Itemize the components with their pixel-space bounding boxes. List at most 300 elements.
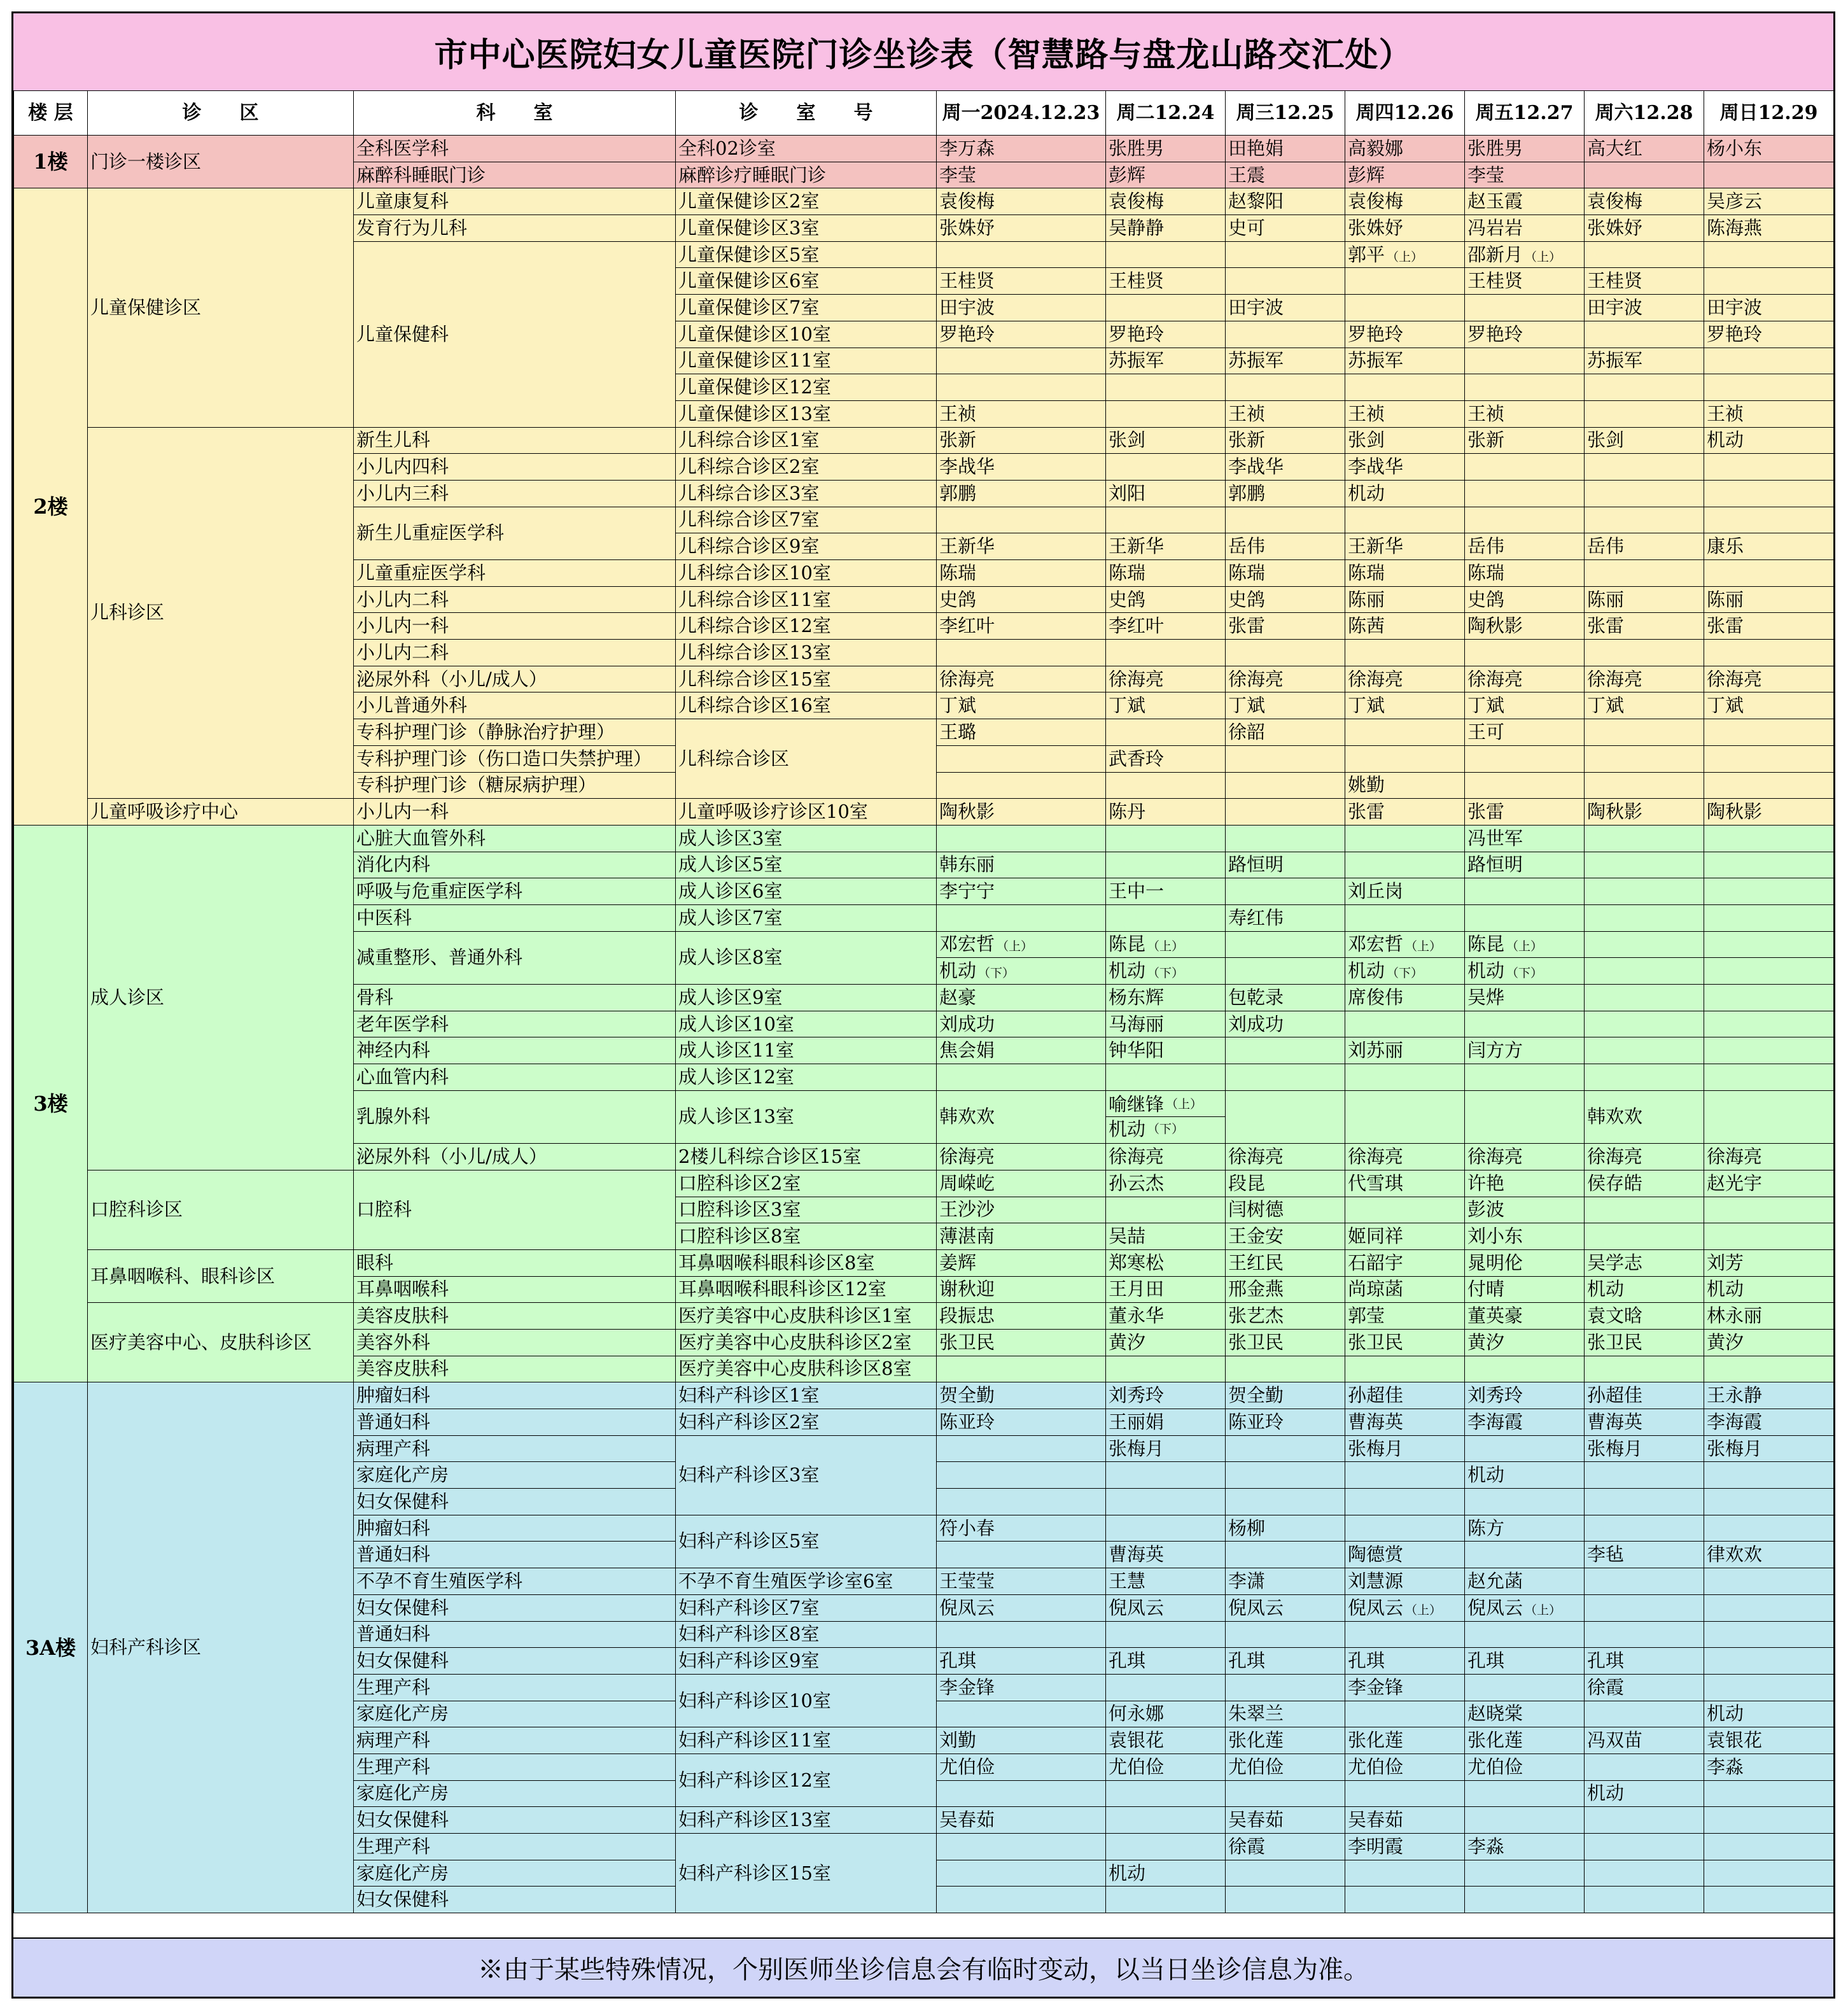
doctor-cell: 张剑	[1585, 427, 1704, 454]
doctor-cell: 张姝妤	[1345, 215, 1465, 242]
doctor-cell	[1106, 507, 1226, 533]
doctor-cell	[1345, 1356, 1465, 1382]
doctor-cell: 李莹	[937, 162, 1106, 188]
session-tag: （上）	[1525, 249, 1562, 264]
doctor-cell: 王金安	[1226, 1223, 1345, 1250]
department-cell: 消化内科	[354, 852, 676, 878]
doctor-cell: 王慧	[1106, 1568, 1226, 1595]
doctor-cell	[1704, 1489, 1834, 1515]
page-title: 市中心医院妇女儿童医院门诊坐诊表（智慧路与盘龙山路交汇处）	[13, 13, 1833, 92]
doctor-cell: 杨小东	[1704, 136, 1834, 162]
room-cell: 医疗美容中心皮肤科诊区1室	[676, 1303, 937, 1330]
room-cell: 成人诊区6室	[676, 878, 937, 905]
doctor-cell	[1704, 1037, 1834, 1064]
doctor-cell: 张雷	[1226, 613, 1345, 640]
doctor-cell	[1226, 1435, 1345, 1462]
doctor-cell: 罗艳玲	[1106, 321, 1226, 348]
doctor-cell: 史鸽	[1226, 586, 1345, 613]
department-cell: 眼科	[354, 1249, 676, 1276]
doctor-cell	[1106, 640, 1226, 666]
department-cell: 全科医学科	[354, 136, 676, 162]
schedule-body	[14, 91, 1834, 1913]
department-cell: 肿瘤妇科	[354, 1515, 676, 1542]
doctor-cell	[1585, 454, 1704, 481]
doctor-cell: 王丽娟	[1106, 1409, 1226, 1436]
column-header: 周六12.28	[1585, 91, 1704, 136]
room-cell: 医疗美容中心皮肤科诊区8室	[676, 1356, 937, 1382]
doctor-cell	[1106, 1780, 1226, 1807]
room-cell: 儿科综合诊区16室	[676, 692, 937, 719]
room-cell: 妇科产科诊区10室	[676, 1674, 937, 1727]
doctor-cell: 吴彦云	[1704, 188, 1834, 215]
doctor-cell: 李毡	[1585, 1542, 1704, 1568]
doctor-name: 倪凤云	[1467, 1596, 1523, 1619]
doctor-cell: 武香玲	[1106, 745, 1226, 772]
doctor-cell: 孙超佳	[1585, 1382, 1704, 1409]
floor-label: 3A楼	[14, 1382, 88, 1913]
doctor-cell	[1704, 1064, 1834, 1091]
department-cell: 妇女保健科	[354, 1807, 676, 1834]
doctor-cell	[1704, 1223, 1834, 1250]
department-cell: 小儿内二科	[354, 586, 676, 613]
doctor-cell	[1345, 852, 1465, 878]
table-row	[14, 1170, 1834, 1197]
table-row	[14, 825, 1834, 852]
doctor-cell: 曹海英	[1106, 1542, 1226, 1568]
doctor-cell	[1585, 640, 1704, 666]
doctor-cell	[1585, 1807, 1704, 1834]
doctor-cell: 田艳娟	[1226, 136, 1345, 162]
room-cell: 妇科产科诊区8室	[676, 1621, 937, 1648]
doctor-cell	[1465, 1542, 1585, 1568]
doctor-cell: 张胜男	[1106, 136, 1226, 162]
doctor-cell: 张化莲	[1345, 1727, 1465, 1754]
doctor-cell: 孔琪	[1226, 1648, 1345, 1675]
doctor-cell	[1465, 1356, 1585, 1382]
doctor-cell: 侯存皓	[1585, 1170, 1704, 1197]
doctor-cell: 张新	[1465, 427, 1585, 454]
doctor-cell	[1226, 1887, 1345, 1913]
doctor-cell: 吴烨	[1465, 985, 1585, 1011]
doctor-cell: 陈方	[1465, 1515, 1585, 1542]
doctor-cell: 陈瑞	[937, 560, 1106, 587]
doctor-cell: 张雷	[1345, 799, 1465, 826]
doctor-cell: 丁斌	[1226, 692, 1345, 719]
doctor-cell: 倪凤云	[1106, 1594, 1226, 1621]
room-cell: 成人诊区11室	[676, 1037, 937, 1064]
zone-label: 儿童呼吸诊疗中心	[88, 799, 354, 826]
doctor-cell: 机动	[1704, 427, 1834, 454]
doctor-cell: 郑寒松	[1106, 1249, 1226, 1276]
doctor-cell	[1704, 1648, 1834, 1675]
doctor-cell: 徐霞	[1585, 1674, 1704, 1701]
doctor-cell: 李宁宁	[937, 878, 1106, 905]
doctor-cell: 王新华	[1106, 533, 1226, 560]
session-tag: （下）	[1147, 966, 1184, 981]
column-header: 周三12.25	[1226, 91, 1345, 136]
doctor-cell: 刘丘岗	[1345, 878, 1465, 905]
doctor-name: 邵新月	[1467, 243, 1523, 265]
department-cell: 妇女保健科	[354, 1648, 676, 1675]
doctor-cell: 张雷	[1704, 613, 1834, 640]
doctor-cell	[1345, 745, 1465, 772]
doctor-cell	[1704, 825, 1834, 852]
doctor-cell: 田宇波	[1226, 295, 1345, 321]
department-cell: 减重整形、普通外科	[354, 931, 676, 984]
doctor-cell	[1106, 295, 1226, 321]
department-cell: 生理产科	[354, 1753, 676, 1780]
column-header: 周一2024.12.23	[937, 91, 1106, 136]
department-cell: 心脏大血管外科	[354, 825, 676, 852]
doctor-cell: 邢金燕	[1226, 1276, 1345, 1303]
doctor-cell	[1704, 719, 1834, 746]
department-cell: 普通妇科	[354, 1542, 676, 1568]
doctor-cell: 张艺杰	[1226, 1303, 1345, 1330]
doctor-cell	[1345, 295, 1465, 321]
doctor-cell	[1106, 1674, 1226, 1701]
doctor-cell	[1106, 1621, 1226, 1648]
doctor-cell	[937, 1887, 1106, 1913]
doctor-cell	[1465, 1064, 1585, 1091]
doctor-cell: 丁斌	[1585, 692, 1704, 719]
doctor-cell	[937, 931, 1106, 958]
doctor-cell	[1226, 507, 1345, 533]
doctor-cell	[1704, 241, 1834, 268]
doctor-cell: 王莹莹	[937, 1568, 1106, 1595]
doctor-cell: 张剑	[1106, 427, 1226, 454]
doctor-cell: 罗艳玲	[1704, 321, 1834, 348]
doctor-cell: 冯世军	[1465, 825, 1585, 852]
room-cell: 儿童保健诊区10室	[676, 321, 937, 348]
doctor-cell: 姜辉	[937, 1249, 1106, 1276]
doctor-cell	[1585, 745, 1704, 772]
doctor-cell: 张梅月	[1106, 1435, 1226, 1462]
doctor-cell	[1345, 825, 1465, 852]
table-row	[14, 799, 1834, 826]
doctor-cell	[1465, 1887, 1585, 1913]
doctor-cell	[937, 904, 1106, 931]
doctor-cell: 张新	[1226, 427, 1345, 454]
doctor-cell	[1465, 1807, 1585, 1834]
session-tag: （上）	[1525, 1603, 1562, 1617]
doctor-cell: 陈丹	[1106, 799, 1226, 826]
doctor-cell: 刘勤	[937, 1727, 1106, 1754]
department-cell: 泌尿外科（小儿/成人）	[354, 666, 676, 692]
doctor-cell	[1704, 1621, 1834, 1648]
doctor-cell	[1106, 400, 1226, 427]
room-cell: 口腔科诊区2室	[676, 1170, 937, 1197]
doctor-cell	[1465, 454, 1585, 481]
doctor-cell: 袁俊梅	[937, 188, 1106, 215]
doctor-cell: 尤伯俭	[1465, 1753, 1585, 1780]
doctor-cell: 王祯	[1465, 400, 1585, 427]
doctor-cell: 倪凤云	[1226, 1594, 1345, 1621]
doctor-cell	[1345, 1515, 1465, 1542]
doctor-cell	[1585, 1223, 1704, 1250]
doctor-cell	[1585, 1515, 1704, 1542]
doctor-cell: 赵玉霞	[1465, 188, 1585, 215]
doctor-cell: 贺全勤	[937, 1382, 1106, 1409]
doctor-cell: 袁银花	[1106, 1727, 1226, 1754]
doctor-cell: 黄汐	[1465, 1329, 1585, 1356]
doctor-cell: 袁银花	[1704, 1727, 1834, 1754]
doctor-cell: 张卫民	[1345, 1329, 1465, 1356]
doctor-cell: 张姝妤	[937, 215, 1106, 242]
doctor-cell: 陈瑞	[1345, 560, 1465, 587]
doctor-cell	[1585, 1489, 1704, 1515]
doctor-cell	[1226, 745, 1345, 772]
doctor-cell	[937, 1621, 1106, 1648]
room-cell: 儿童保健诊区3室	[676, 215, 937, 242]
doctor-cell	[1106, 1887, 1226, 1913]
doctor-name: 陈昆	[1109, 933, 1146, 955]
doctor-cell: 张卫民	[1226, 1329, 1345, 1356]
doctor-cell	[1585, 772, 1704, 799]
room-cell: 儿科综合诊区7室	[676, 507, 937, 533]
doctor-cell	[1585, 1037, 1704, 1064]
doctor-cell	[1345, 374, 1465, 401]
doctor-cell: 倪凤云	[937, 1594, 1106, 1621]
department-cell: 儿童康复科	[354, 188, 676, 215]
doctor-cell	[1585, 958, 1704, 985]
doctor-cell	[1106, 241, 1226, 268]
doctor-cell	[1704, 1462, 1834, 1489]
session-tag: （上）	[1147, 939, 1184, 954]
doctor-cell	[1465, 295, 1585, 321]
doctor-cell: 董英豪	[1465, 1303, 1585, 1330]
room-cell: 儿科综合诊区3室	[676, 480, 937, 507]
doctor-cell: 黄汐	[1704, 1329, 1834, 1356]
department-cell: 新生儿科	[354, 427, 676, 454]
doctor-cell	[1585, 904, 1704, 931]
doctor-cell	[1106, 1462, 1226, 1489]
doctor-cell: 陶秋影	[1465, 613, 1585, 640]
doctor-cell	[1226, 799, 1345, 826]
doctor-cell	[1226, 958, 1345, 985]
doctor-cell	[1345, 1594, 1465, 1621]
doctor-cell: 周嵘屹	[937, 1170, 1106, 1197]
doctor-cell: 张卫民	[1585, 1329, 1704, 1356]
doctor-cell: 徐海亮	[937, 666, 1106, 692]
session-tag: （上）	[1405, 939, 1442, 954]
department-cell: 生理产科	[354, 1834, 676, 1860]
doctor-cell	[1585, 825, 1704, 852]
doctor-cell: 苏振军	[1585, 348, 1704, 374]
doctor-cell: 赵光宇	[1704, 1170, 1834, 1197]
session-tag: （上）	[997, 939, 1033, 954]
doctor-cell: 陈丽	[1585, 586, 1704, 613]
session-tag: （下）	[1387, 966, 1424, 981]
doctor-cell: 机动	[1465, 1462, 1585, 1489]
doctor-cell: 陶秋影	[937, 799, 1106, 826]
column-header: 诊 室 号	[676, 91, 937, 136]
doctor-cell: 姚勤	[1345, 772, 1465, 799]
department-cell: 儿童重症医学科	[354, 560, 676, 587]
doctor-cell	[1465, 745, 1585, 772]
doctor-cell	[1704, 1515, 1834, 1542]
room-cell: 2楼儿科综合诊区15室	[676, 1144, 937, 1170]
room-cell: 儿科综合诊区15室	[676, 666, 937, 692]
doctor-cell: 康乐	[1704, 533, 1834, 560]
room-cell: 儿童保健诊区2室	[676, 188, 937, 215]
doctor-cell	[1106, 454, 1226, 481]
doctor-cell	[937, 1462, 1106, 1489]
doctor-cell: 晁明伦	[1465, 1249, 1585, 1276]
doctor-cell: 王桂贤	[1465, 268, 1585, 295]
room-cell: 儿科综合诊区11室	[676, 586, 937, 613]
department-cell: 乳腺外科	[354, 1090, 676, 1143]
doctor-cell	[1465, 1594, 1585, 1621]
doctor-cell: 徐霞	[1226, 1834, 1345, 1860]
column-header: 科 室	[354, 91, 676, 136]
doctor-cell	[1226, 1462, 1345, 1489]
doctor-cell: 徐海亮	[1585, 666, 1704, 692]
doctor-cell	[1345, 1090, 1465, 1143]
room-cell: 全科02诊室	[676, 136, 937, 162]
schedule-sheet	[11, 11, 1835, 1999]
doctor-cell: 李海霞	[1465, 1409, 1585, 1436]
doctor-cell: 赵豪	[937, 985, 1106, 1011]
doctor-cell: 张梅月	[1704, 1435, 1834, 1462]
doctor-cell	[1704, 852, 1834, 878]
doctor-cell: 吴春茹	[1345, 1807, 1465, 1834]
doctor-cell	[1704, 931, 1834, 958]
doctor-cell: 罗艳玲	[1465, 321, 1585, 348]
doctor-cell	[1345, 1621, 1465, 1648]
department-cell: 普通妇科	[354, 1621, 676, 1648]
room-cell: 成人诊区10室	[676, 1011, 937, 1037]
doctor-cell	[1704, 1356, 1834, 1382]
doctor-cell	[937, 1064, 1106, 1091]
doctor-cell: 李万森	[937, 136, 1106, 162]
session-tag: （上）	[1387, 249, 1424, 264]
doctor-cell	[1345, 1489, 1465, 1515]
department-cell: 妇女保健科	[354, 1887, 676, 1913]
doctor-cell: 李莹	[1465, 162, 1585, 188]
doctor-cell: 代雪琪	[1345, 1170, 1465, 1197]
doctor-cell: 张雷	[1465, 799, 1585, 826]
doctor-cell: 田宇波	[1585, 295, 1704, 321]
doctor-cell: 闫树德	[1226, 1197, 1345, 1223]
doctor-cell: 徐海亮	[1345, 666, 1465, 692]
doctor-cell: 孔琪	[1465, 1648, 1585, 1675]
doctor-cell	[1465, 772, 1585, 799]
doctor-cell	[1704, 1780, 1834, 1807]
doctor-cell	[1585, 1834, 1704, 1860]
doctor-cell	[937, 772, 1106, 799]
doctor-cell	[1226, 1860, 1345, 1887]
doctor-cell: 王祯	[1345, 400, 1465, 427]
doctor-name: 机动	[939, 960, 977, 982]
doctor-cell: 彭辉	[1345, 162, 1465, 188]
doctor-cell: 孔琪	[1106, 1648, 1226, 1675]
doctor-cell	[1704, 1807, 1834, 1834]
doctor-cell: 丁斌	[1345, 692, 1465, 719]
footer-note: ※由于某些特殊情况，个别医师坐诊信息会有临时变动，以当日坐诊信息为准。	[13, 1937, 1833, 1997]
doctor-cell: 张化莲	[1226, 1727, 1345, 1754]
doctor-cell	[1465, 1090, 1585, 1143]
department-cell: 专科护理门诊（静脉治疗护理）	[354, 719, 676, 746]
doctor-cell: 苏振军	[1106, 348, 1226, 374]
doctor-cell: 吴学志	[1585, 1249, 1704, 1276]
doctor-cell	[1106, 1807, 1226, 1834]
department-cell: 家庭化产房	[354, 1780, 676, 1807]
doctor-cell: 徐海亮	[1226, 666, 1345, 692]
room-cell: 成人诊区13室	[676, 1090, 937, 1143]
department-cell: 小儿内一科	[354, 613, 676, 640]
doctor-cell: 王月田	[1106, 1276, 1226, 1303]
room-cell: 儿童保健诊区6室	[676, 268, 937, 295]
doctor-cell: 王祯	[937, 400, 1106, 427]
doctor-cell: 苏振军	[1226, 348, 1345, 374]
doctor-cell: 张胜男	[1465, 136, 1585, 162]
doctor-cell: 机动	[1106, 1860, 1226, 1887]
doctor-cell: 李明霞	[1345, 1834, 1465, 1860]
room-cell: 儿科综合诊区	[676, 719, 937, 799]
doctor-cell	[937, 640, 1106, 666]
doctor-cell	[1226, 241, 1345, 268]
room-cell: 不孕不育生殖医学诊室6室	[676, 1568, 937, 1595]
doctor-cell: 孔琪	[937, 1648, 1106, 1675]
doctor-cell: 张姝妤	[1585, 215, 1704, 242]
room-cell: 儿童保健诊区12室	[676, 374, 937, 401]
doctor-cell: 王中一	[1106, 878, 1226, 905]
session-tag: （下）	[1147, 1121, 1184, 1136]
doctor-cell: 张梅月	[1345, 1435, 1465, 1462]
doctor-cell	[1106, 1064, 1226, 1091]
doctor-cell: 李淼	[1465, 1834, 1585, 1860]
doctor-cell	[1465, 1621, 1585, 1648]
department-cell: 小儿内四科	[354, 454, 676, 481]
doctor-cell	[937, 1834, 1106, 1860]
doctor-cell	[1585, 1621, 1704, 1648]
room-cell: 儿科综合诊区9室	[676, 533, 937, 560]
table-row	[14, 1249, 1834, 1276]
doctor-cell	[1106, 1515, 1226, 1542]
doctor-cell	[1585, 985, 1704, 1011]
column-header: 诊 区	[88, 91, 354, 136]
doctor-cell	[1345, 931, 1465, 958]
doctor-cell	[1465, 507, 1585, 533]
doctor-cell: 徐海亮	[1465, 1144, 1585, 1170]
doctor-cell: 陈瑞	[1465, 560, 1585, 587]
doctor-cell: 丁斌	[1106, 692, 1226, 719]
doctor-cell: 岳伟	[1585, 533, 1704, 560]
doctor-cell	[937, 1489, 1106, 1515]
doctor-cell	[937, 241, 1106, 268]
doctor-cell	[1704, 1860, 1834, 1887]
room-cell: 儿科综合诊区12室	[676, 613, 937, 640]
doctor-cell: 包乾录	[1226, 985, 1345, 1011]
doctor-cell	[1106, 1834, 1226, 1860]
doctor-cell: 王可	[1465, 719, 1585, 746]
doctor-cell: 刘成功	[937, 1011, 1106, 1037]
doctor-cell	[1226, 1542, 1345, 1568]
doctor-cell: 刘小东	[1465, 1223, 1585, 1250]
doctor-name: 机动	[1109, 1118, 1146, 1140]
doctor-cell	[1704, 162, 1834, 188]
room-cell: 妇科产科诊区2室	[676, 1409, 937, 1436]
department-cell: 妇女保健科	[354, 1594, 676, 1621]
doctor-cell	[1106, 852, 1226, 878]
doctor-cell: 杨东辉	[1106, 985, 1226, 1011]
doctor-cell	[1704, 1197, 1834, 1223]
session-tag: （上）	[1166, 1097, 1203, 1111]
doctor-cell	[1465, 348, 1585, 374]
doctor-cell: 冯岩岩	[1465, 215, 1585, 242]
doctor-cell	[1585, 1594, 1704, 1621]
doctor-cell	[1226, 825, 1345, 852]
